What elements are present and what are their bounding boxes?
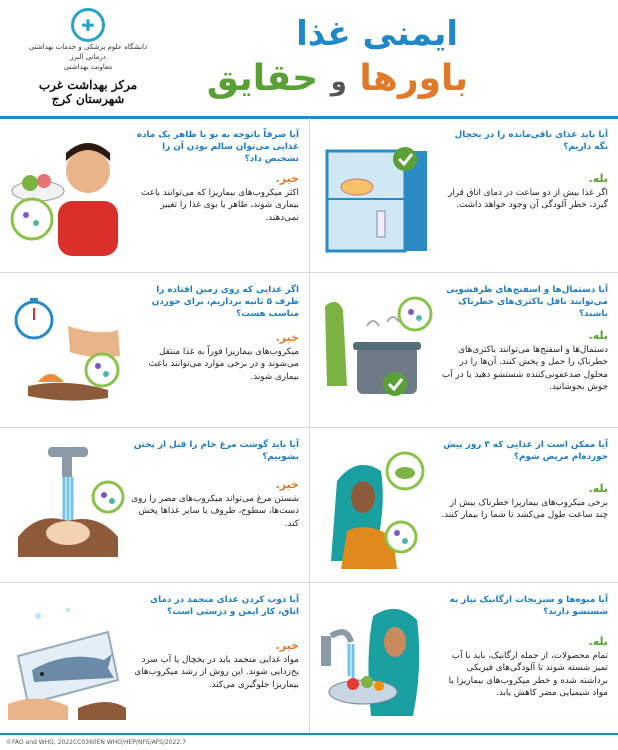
verdict-no: خیر. — [275, 172, 299, 185]
fact-card — [309, 584, 618, 737]
answer-text: میکروب‌های بیماریزا فوراً به غذا منتقل می‌شوند و در برخی موارد می‌توانند باعث بیماری شوند. — [148, 346, 299, 382]
fact-card — [0, 429, 309, 582]
fact-card — [0, 119, 309, 272]
page-subtitle — [207, 58, 468, 99]
answer-block — [436, 483, 608, 522]
copyright-footer: ©FAO and WHO, 2022CC0360EN WHO/HEP/NFS/AFS/2022.7 — [0, 735, 618, 750]
answer-text: برخی میکروب‌های بیماریزا خطرناک بیش از چند ساعت طول می‌کشد تا شما را بیمار کنند. — [441, 497, 608, 520]
verdict-no: خیر. — [275, 331, 299, 344]
answer-text: اگر غذا بیش از دو ساعت در دمای اتاق قرار گیرد، خطر آلودگی آن وجود خواهد داشت. — [448, 187, 608, 210]
health-center-logo — [18, 8, 158, 106]
verdict-yes: بله. — [588, 482, 608, 495]
answer-block — [127, 173, 299, 224]
university-emblem-icon: ✚ — [71, 8, 105, 42]
verdict-yes: بله. — [588, 172, 608, 185]
verdict-no: خیر. — [275, 639, 299, 652]
fact-card — [0, 584, 309, 737]
answer-block — [127, 479, 299, 530]
answer-text: مواد غذایی منجمد باید در یخچال یا آب سرد یخ‌زدایی شوند. این روش از رشد میکروب‌های بیماریزا جلوگیری می‌کند. — [134, 654, 299, 690]
washing-chicken-tap-icon — [8, 441, 126, 569]
question-text: آیا باید غذای باقی‌مانده را در یخچال نگه داریم؟ — [454, 130, 608, 152]
verdict-yes: بله. — [588, 329, 608, 342]
fact-card — [309, 274, 618, 427]
answer-block — [127, 332, 299, 383]
answer-text: اکثر میکروب‌های بیماریزا که می‌توانند باعث بیماری شوند، ظاهر یا بوی غذا را تغییر نمی‌دهند. — [141, 187, 299, 223]
logo-center-name: مرکز بهداشت غرب شهرستان کرج — [38, 78, 138, 106]
frozen-fish-tray-icon — [8, 596, 126, 724]
fact-card — [309, 119, 618, 272]
answer-block — [436, 330, 608, 394]
washing-vegetables-icon — [317, 596, 435, 724]
question-text: آیا میوه‌ها و سبزیجات ارگانیک نیاز به شستشو دارند؟ — [449, 595, 608, 617]
sick-woman-icon — [317, 441, 435, 569]
question-text: آیا ذوب کردن غذای منجمد در دمای اتاق، کار ایمن و درستی است؟ — [150, 595, 299, 617]
question-text: اگر غذایی که روی زمین افتاده را ظرف ۵ ثانیه برداریم، برای خوردن مناسب هست؟ — [151, 285, 299, 319]
stopwatch-dropped-food-icon — [8, 286, 126, 414]
answer-block — [436, 636, 608, 700]
fact-card — [0, 274, 309, 427]
fact-card — [309, 429, 618, 582]
answer-text: دستمال‌ها و اسفنج‌ها می‌توانند باکتری‌های خطرناک را حمل و پخش کنند. آن‌ها را در محلول ضدعفونی‌کننده شستشو دهید یا در آب جوش بجوشانید. — [442, 344, 608, 392]
row-divider — [0, 272, 618, 273]
answer-block — [436, 173, 608, 212]
answer-block — [127, 640, 299, 691]
boy-smelling-food-icon — [8, 131, 126, 259]
question-text: آیا صرفاً باتوجه به بو یا ظاهر یک ماده غذایی می‌توان سالم بودن آن را تشخیص داد؟ — [136, 130, 299, 164]
question-text: آیا باید گوشت مرغ خام را قبل از پختن بشوییم؟ — [133, 440, 299, 462]
fridge-check-icon — [317, 131, 435, 259]
subtitle-and: و — [330, 67, 347, 97]
answer-text: شستن مرغ می‌تواند میکروب‌های مضر را روی دست‌ها، سطوح، ظروف یا سایر غذاها پخش کند. — [131, 493, 299, 529]
question-text: آیا دستمال‌ها و اسفنج‌های ظرفشویی می‌توانند ناقل باکتری‌های خطرناک باشند؟ — [446, 285, 608, 319]
sponge-boiling-pot-icon — [317, 286, 435, 414]
header — [0, 0, 618, 118]
subtitle-myths: باورها — [359, 58, 468, 99]
verdict-yes: بله. — [588, 635, 608, 648]
question-text: آیا ممکن است از غذایی که ۳ روز پیش خورده‌ام مریض شوم؟ — [443, 440, 608, 462]
row-divider — [0, 582, 618, 583]
verdict-no: خیر. — [275, 478, 299, 491]
logo-university-line: دانشگاه علوم پزشکی و خدمات بهداشتی درمانی البرز — [28, 43, 148, 61]
subtitle-facts: حقایق — [206, 58, 319, 99]
logo-dept-line: معاونت بهداشتی — [63, 63, 113, 71]
page-title: ایمنی غذا — [296, 14, 458, 54]
answer-text: تمام محصولات، از جمله ارگانیک، باید با آب تمیز شسته شوند تا آلودگی‌های فیزیکی برداشته شده و خطر میکروب‌های بیماریزا یا مواد شیمیایی مضر کاهش یابد. — [448, 650, 608, 698]
row-divider — [0, 427, 618, 428]
